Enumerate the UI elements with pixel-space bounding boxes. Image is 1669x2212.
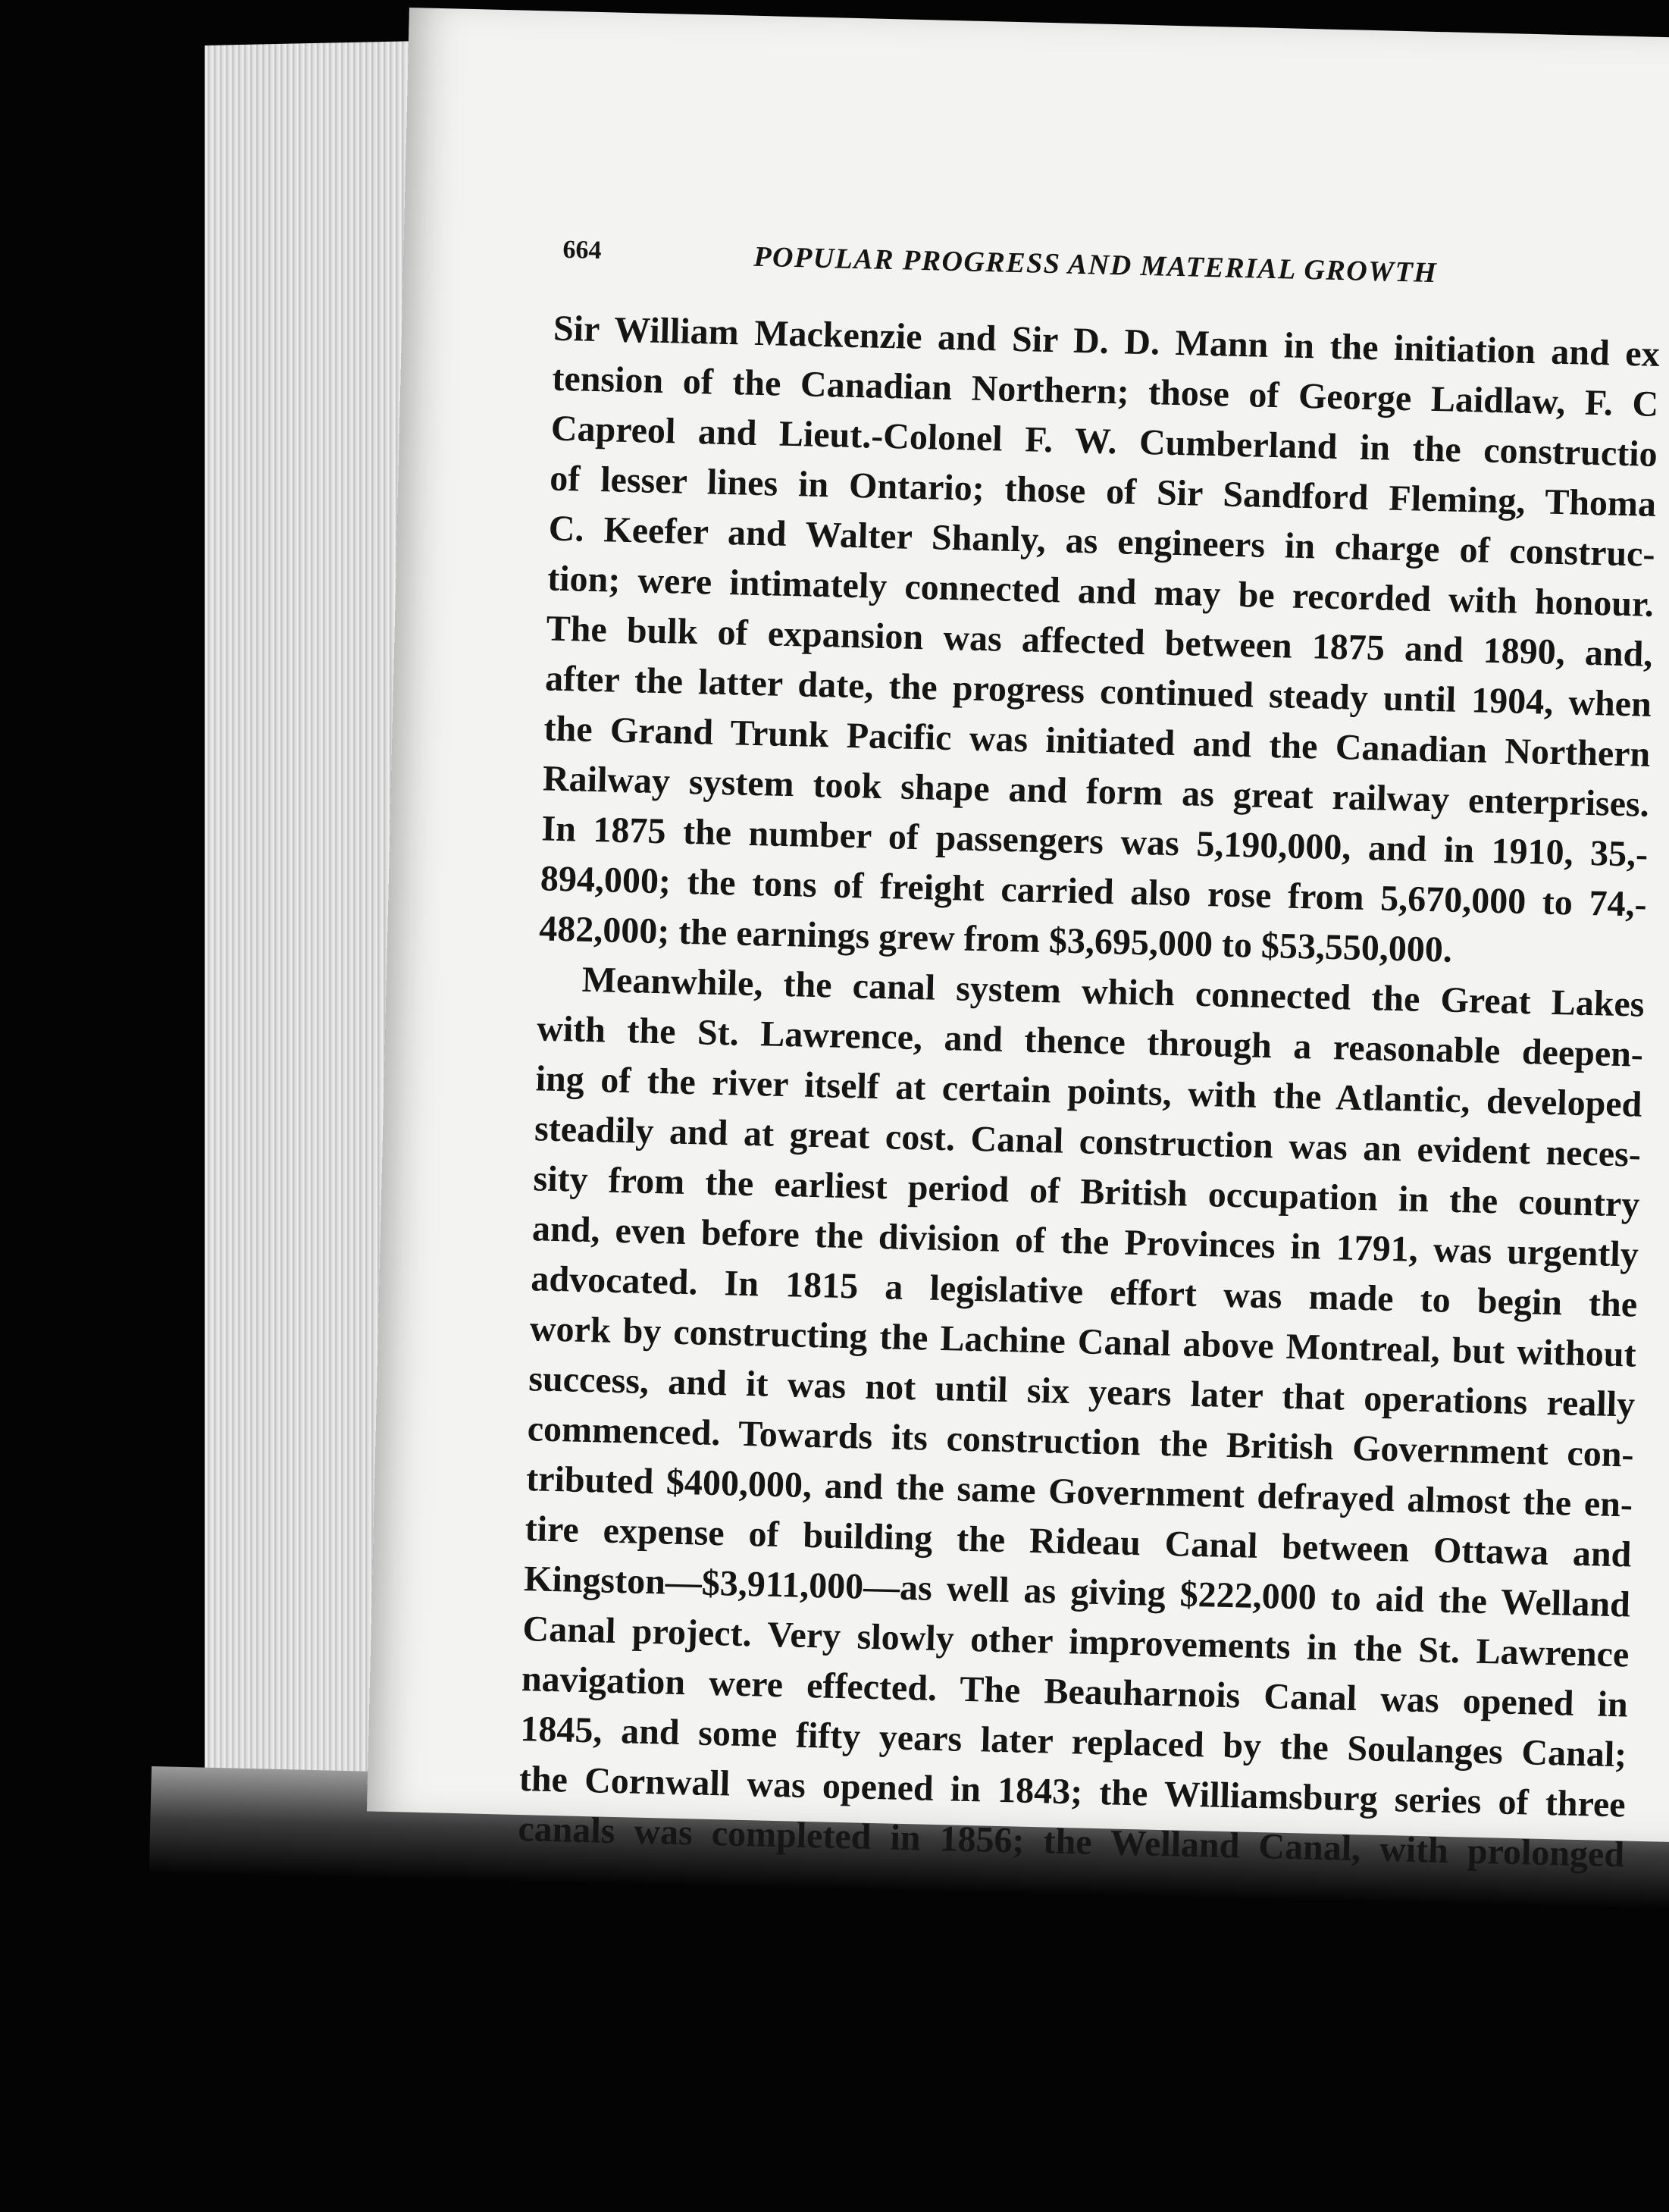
book-page <box>367 8 1669 1875</box>
running-head <box>555 231 1662 302</box>
text-line: Sir William Mackenzie and Sir D. D. Mann in the initiation and ex <box>553 308 1661 374</box>
text-line: the Cornwall was opened in 1843; the Williamsburg series of three <box>518 1759 1627 1825</box>
running-head-title: POPULAR PROGRESS AND MATERIAL GROWTH <box>753 240 1438 290</box>
text-line: with the St. Lawrence, and thence through a reasonable deepen- <box>536 1008 1644 1075</box>
text-line: Meanwhile, the canal system which connected the Great Lakes <box>581 959 1646 1025</box>
text-line: ing of the river itself at certain points, with the Atlantic, developed <box>535 1058 1642 1125</box>
text-line: Capreol and Lieut.-Colonel F. W. Cumberland in the constructio <box>550 408 1658 475</box>
text-line: tributed $400,000, and the same Government defrayed almost the en- <box>525 1458 1633 1525</box>
text-line: navigation were effected. The Beauharnois Canal was opened in <box>521 1659 1629 1725</box>
text-line: Canal project. Very slowly other improvements in the St. Lawrence <box>522 1609 1630 1675</box>
text-line: steadily and at great cost. Canal construction was an evident neces- <box>534 1108 1642 1175</box>
text-line: tension of the Canadian Northern; those of George Laidlaw, F. C <box>551 358 1659 425</box>
text-line: Kingston—$3,911,000—as well as giving $222,000 to aid the Welland <box>523 1559 1631 1625</box>
text-line: 894,000; the tons of freight carried also rose from 5,670,000 to 74,- <box>540 858 1648 925</box>
text-line: commenced. Towards its construction the British Government con- <box>527 1408 1635 1475</box>
text-line: The bulk of expansion was affected between 1875 and 1890, and, <box>546 608 1653 675</box>
text-line: work by constructing the Lachine Canal above Montreal, but without <box>529 1308 1637 1375</box>
text-line: advocated. In 1815 a legislative effort was made to begin the <box>530 1258 1638 1325</box>
text-line: and, even before the division of the Provinces in 1791, was urgently <box>531 1208 1639 1275</box>
text-line: 482,000; the earnings grew from $3,695,000 to $53,550,000. <box>538 908 1453 970</box>
text-line: canals was completed in 1856; the Welland Canal, with prolonged <box>517 1809 1625 1875</box>
text-line: tion; were intimately connected and may be recorded with honour. <box>546 558 1655 625</box>
text-line: 1845, and some fifty years later replaced by the Soulanges Canal; <box>519 1709 1627 1775</box>
page-content <box>518 231 1662 1881</box>
text-line: sity from the earliest period of British occupation in the country <box>533 1158 1640 1225</box>
text-line: C. Keefer and Walter Shanly, as engineers in charge of construc- <box>548 508 1656 575</box>
text-line: success, and it was not until six years later that operations really <box>528 1358 1636 1425</box>
body-text <box>518 304 1661 1881</box>
text-line: of lesser lines in Ontario; those of Sir Sandford Fleming, Thoma <box>549 458 1657 525</box>
text-line: tire expense of building the Rideau Canal between Ottawa and <box>524 1509 1632 1575</box>
text-line: the Grand Trunk Pacific was initiated and the Canadian Northern <box>543 708 1651 775</box>
text-line: Railway system took shape and form as great railway enterprises. <box>542 758 1650 825</box>
text-line: after the latter date, the progress continued steady until 1904, when <box>544 658 1652 725</box>
text-line: In 1875 the number of passengers was 5,190,000, and in 1910, 35,- <box>540 808 1649 875</box>
page-number: 664 <box>562 235 602 265</box>
